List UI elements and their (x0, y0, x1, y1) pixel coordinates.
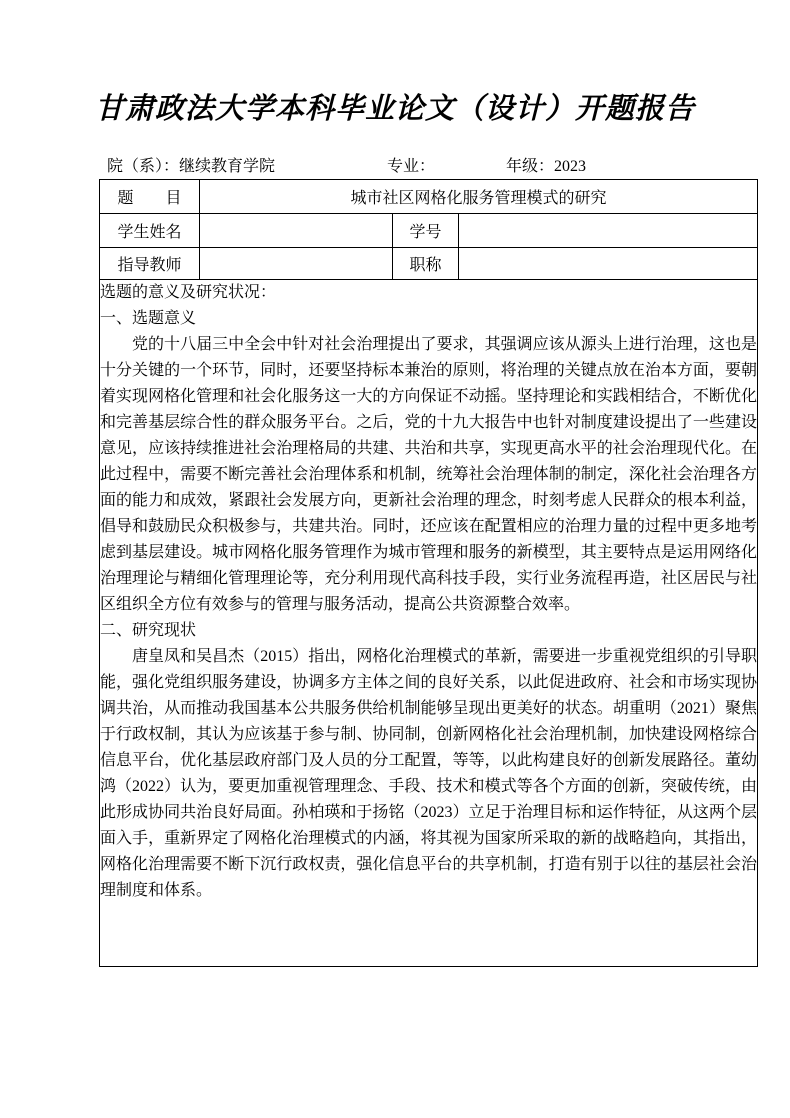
section-heading: 选题的意义及研究状况： (100, 284, 277, 301)
table-row-topic (100, 180, 758, 214)
title-rank-input-cell[interactable] (459, 248, 758, 280)
grade-value: 2023 (554, 158, 587, 175)
thesis-proposal-form-table (99, 179, 758, 967)
significance-research-cell (100, 280, 758, 967)
table-row-student (100, 214, 758, 248)
table-row-advisor (100, 248, 758, 280)
major-field (387, 153, 435, 176)
info-row (99, 153, 757, 177)
subsection-heading-significance: 一、选题意义 (100, 310, 197, 327)
topic-label: 题 目 (100, 180, 200, 214)
student-name-input-cell[interactable] (200, 214, 393, 248)
paragraph-significance: 党的十八届三中全会中针对社会治理提出了要求，其强调应该从源头上进行治理，这也是十分关键的一个环节，同时，还要坚持标本兼治的原则，将治理的关键点放在治本方面，要朝着实现网格化管理和社会化服务这一大的方向保证不动摇。坚持理论和实践相结合，不断优化和完善基层综合性的群众服务平台。之后，党的十九大报告中也针对制度建设提出了一些建设意见，应该持续推进社会治理格局的共建、共治和共享，实现更高水平的社会治理现代化。在此过程中，需要不断完善社会治理体系和机制，统筹社会治理体制的制定，深化社会治理各方面的能力和成效，紧跟社会发展方向，更新社会治理的理念，时刻考虑人民群众的根本利益，倡导和鼓励民众积极参与，共建共治。同时，还应该在配置相应的治理力量的过程中更多地考虑到基层建设。城市网格化服务管理作为城市管理和服务的新模型，其主要特点是运用网络化治理理论与精细化管理理论等，充分利用现代高科技手段，实行业务流程再造，社区居民与社区组织全方位有效参与的管理与服务活动，提高公共资源整合效率。 (100, 336, 757, 613)
document-title: 甘肃政法大学本科毕业论文（设计）开题报告 (94, 93, 695, 125)
grade-field (506, 153, 586, 176)
advisor-label: 指导教师 (100, 248, 200, 280)
paragraph-research-status: 唐皇凤和吴昌杰（2015）指出，网格化治理模式的革新，需要进一步重视党组织的引导职能，强化党组织服务建设，协调多方主体之间的良好关系，以此促进政府、社会和市场实现协调共治，从而推动我国基本公共服务供给机制能够呈现出更美好的状态。胡重明（2021）聚焦于行政权制，其认为应该基于参与制、协同制，创新网格化社会治理机制，加快建设网格综合信息平台，优化基层政府部门及人员的分工配置，等等，以此构建良好的创新发展路径。董幼鸿（2022）认为，要更加重视管理理念、手段、技术和模式等各个方面的创新，突破传统，由此形成协同共治良好局面。孙柏瑛和于扬铭（2023）立足于治理目标和运作特征，从这两个层面入手，重新界定了网格化治理模式的内涵，将其视为国家所采取的新的战略趋向，其指出，网格化治理需要不断下沉行政权责，强化信息平台的共享机制，打造有别于以往的基层社会治理制度和体系。 (100, 648, 757, 899)
department-value: 继续教育学院 (179, 158, 276, 175)
department-label: 院（系）： (107, 158, 180, 175)
department-field (107, 153, 275, 176)
student-id-label: 学号 (393, 214, 459, 248)
title-rank-label: 职称 (393, 248, 459, 280)
student-id-input-cell[interactable] (459, 214, 758, 248)
advisor-input-cell[interactable] (200, 248, 393, 280)
table-row-significance (100, 280, 758, 967)
major-label: 专业： (387, 158, 436, 175)
grade-label: 年级： (506, 158, 555, 175)
student-name-label: 学生姓名 (100, 214, 200, 248)
topic-value: 城市社区网格化服务管理模式的研究 (200, 180, 758, 214)
subsection-heading-research-status: 二、研究现状 (100, 622, 197, 639)
